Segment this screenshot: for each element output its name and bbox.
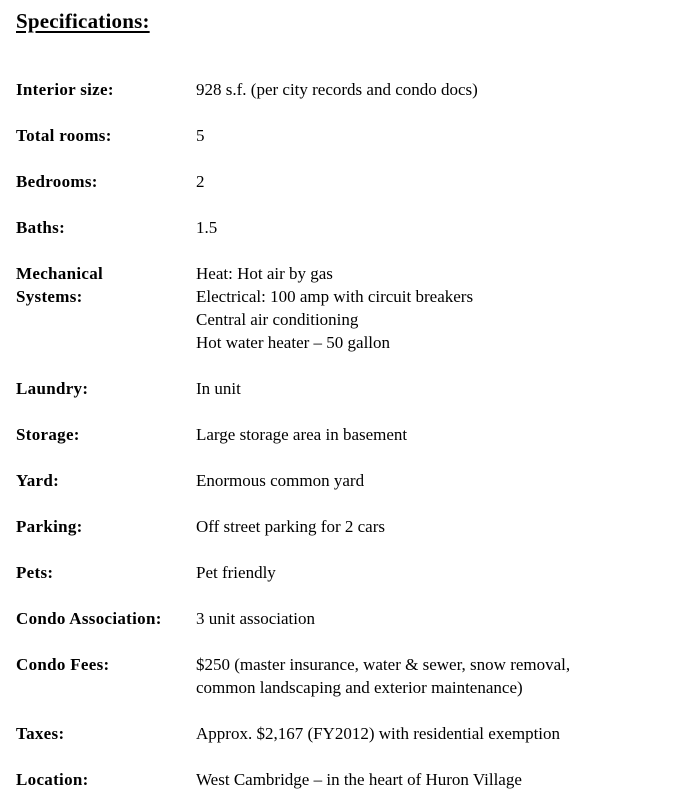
- spec-label: [16, 722, 196, 745]
- spec-row: [16, 262, 676, 354]
- spec-row: [16, 124, 676, 147]
- spec-row: [16, 216, 676, 239]
- spec-value-line: Heat: Hot air by gas: [196, 264, 333, 283]
- spec-row: [16, 722, 676, 745]
- spec-label-line: Total rooms:: [16, 126, 112, 145]
- spec-row: [16, 377, 676, 400]
- spec-label: [16, 561, 196, 584]
- spec-value: [196, 722, 676, 745]
- spec-label: [16, 768, 196, 791]
- spec-value: [196, 170, 676, 193]
- spec-value: [196, 262, 676, 354]
- spec-label: [16, 170, 196, 193]
- spec-row: [16, 78, 676, 101]
- spec-label-line: Parking:: [16, 517, 83, 536]
- spec-label: [16, 78, 196, 101]
- spec-label: [16, 469, 196, 492]
- spec-label-line: Yard:: [16, 471, 60, 490]
- spec-value-line: Hot water heater – 50 gallon: [196, 333, 391, 352]
- spec-value: [196, 515, 676, 538]
- spec-value: [196, 78, 676, 101]
- spec-value: [196, 561, 676, 584]
- spec-label-line: Condo Association:: [16, 609, 162, 628]
- spec-value: [196, 216, 676, 239]
- spec-row: [16, 653, 676, 699]
- spec-label: [16, 607, 196, 630]
- spec-label: [16, 515, 196, 538]
- spec-value: [196, 469, 676, 492]
- spec-value-line: common landscaping and exterior maintenance): [196, 678, 523, 697]
- spec-value-line: Central air conditioning: [196, 310, 359, 329]
- spec-label-line: Systems:: [16, 287, 83, 306]
- spec-label-line: Pets:: [16, 563, 54, 582]
- spec-label-line: Laundry:: [16, 379, 89, 398]
- spec-label: [16, 124, 196, 147]
- spec-row: [16, 170, 676, 193]
- spec-value-line: 1.5: [196, 218, 218, 237]
- spec-row: [16, 768, 676, 791]
- spec-label-line: Interior size:: [16, 80, 114, 99]
- spec-value: [196, 377, 676, 400]
- spec-row: [16, 515, 676, 538]
- spec-label: [16, 216, 196, 239]
- spec-label: [16, 262, 196, 308]
- spec-label: [16, 377, 196, 400]
- spec-value-line: 3 unit association: [196, 609, 315, 628]
- spec-label: [16, 653, 196, 676]
- spec-row: [16, 607, 676, 630]
- spec-value-line: Off street parking for 2 cars: [196, 517, 385, 536]
- spec-row: [16, 469, 676, 492]
- spec-value-line: Pet friendly: [196, 563, 276, 582]
- spec-value-line: Approx. $2,167 (FY2012) with residential exemption: [196, 724, 561, 743]
- spec-value-line: Electrical: 100 amp with circuit breakers: [196, 287, 474, 306]
- spec-value: [196, 423, 676, 446]
- spec-label-line: Location:: [16, 770, 89, 789]
- spec-value-line: 5: [196, 126, 205, 145]
- specifications-list: [16, 78, 676, 791]
- spec-value-line: 2: [196, 172, 205, 191]
- spec-label-line: Baths:: [16, 218, 66, 237]
- spec-label: [16, 423, 196, 446]
- spec-value-line: $250 (master insurance, water & sewer, snow removal,: [196, 655, 571, 674]
- spec-row: [16, 561, 676, 584]
- spec-value-line: Large storage area in basement: [196, 425, 408, 444]
- spec-value: [196, 124, 676, 147]
- spec-value: [196, 607, 676, 630]
- spec-label-line: Storage:: [16, 425, 80, 444]
- spec-label-line: Mechanical: [16, 264, 104, 283]
- spec-value: [196, 768, 676, 791]
- spec-value: [196, 653, 676, 699]
- spec-label-line: Condo Fees:: [16, 655, 110, 674]
- spec-row: [16, 423, 676, 446]
- spec-value-line: Enormous common yard: [196, 471, 365, 490]
- spec-value-line: In unit: [196, 379, 241, 398]
- spec-value-line: West Cambridge – in the heart of Huron Village: [196, 770, 522, 789]
- page-title: Specifications:: [16, 9, 150, 33]
- spec-label-line: Taxes:: [16, 724, 65, 743]
- spec-value-line: 928 s.f. (per city records and condo docs): [196, 80, 478, 99]
- spec-label-line: Bedrooms:: [16, 172, 98, 191]
